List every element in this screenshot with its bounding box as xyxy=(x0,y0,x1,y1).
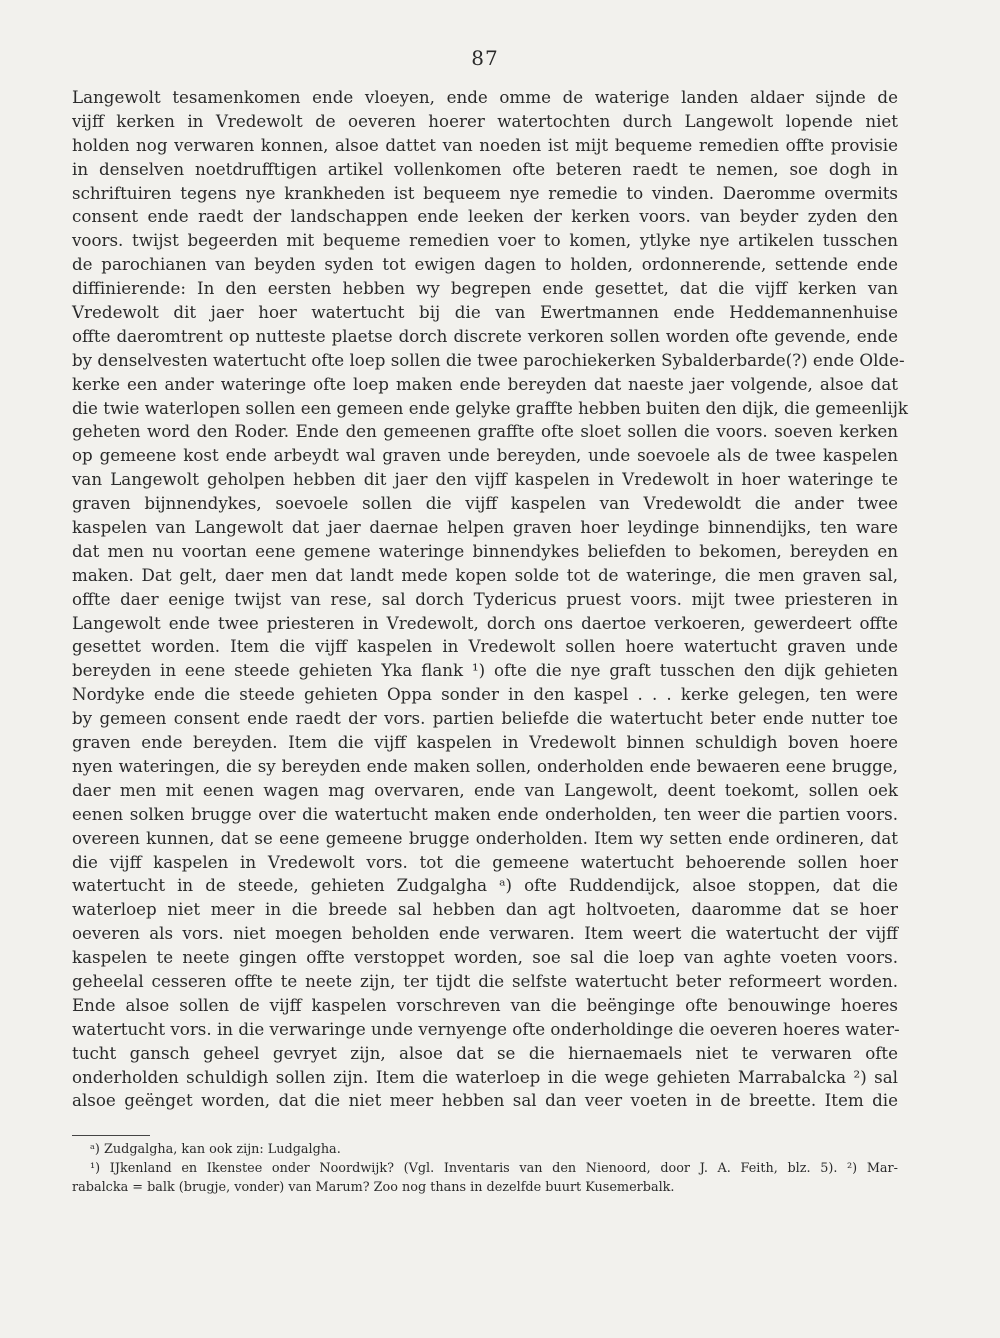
text-line: die twie waterlopen sollen een gemeen ende gelyke graffte hebben buiten den dijk, die gemeenlijk xyxy=(72,397,909,418)
text-line: bereyden in eene steede gehieten Yka flank ¹) ofte die nye graft tusschen den dijk gehieten xyxy=(72,660,898,681)
footnote-1-line-2: rabalcka = balk (brugje, vonder) van Marum? Zoo nog thans in dezelfde buurt Kusemerbalk. xyxy=(72,1180,675,1195)
text-line: watertucht vors. in die verwaringe unde vernyenge ofte onderholdinge die oeveren hoeres water- xyxy=(72,1018,900,1039)
text-line: offte daeromtrent op nutteste plaetse dorch discrete verkoren sollen worden ofte gevende, ende xyxy=(72,325,898,346)
text-line: tucht gansch geheel gevryet zijn, alsoe dat se die hiernaemaels niet te verwaren ofte xyxy=(72,1042,898,1063)
text-line: van Langewolt geholpen hebben dit jaer den vijff kaspelen in Vredewolt in hoer wateringe te xyxy=(72,469,898,490)
text-line: watertucht in de steede, gehieten Zudgalgha ᵃ) ofte Ruddendijck, alsoe stoppen, dat die xyxy=(72,875,898,896)
text-line: de parochianen van beyden syden tot ewigen dagen to holden, ordonnerende, settende ende xyxy=(72,254,898,275)
text-line: op gemeene kost ende arbeydt wal graven unde bereyden, unde soevoele als de twee kaspelen xyxy=(72,445,898,466)
text-line: nyen wateringen, die sy bereyden ende maken sollen, onderholden ende bewaeren eene brugge, xyxy=(72,755,898,776)
text-line: consent ende raedt der landschappen ende leeken der kerken voors. van beyder zyden den xyxy=(72,206,898,227)
text-line: by denselvesten watertucht ofte loep sollen die twee parochiekerken Sybalderbarde(?) ende Olde- xyxy=(72,349,905,370)
text-line: vijff kerken in Vredewolt de oeveren hoerer watertochten durch Langewolt lopende niet xyxy=(72,110,898,131)
text-line: holden nog verwaren konnen, alsoe dattet van noeden ist mijt bequeme remedien offte provisie xyxy=(72,134,898,155)
text-line: eenen solken brugge over die watertucht maken ende onderholden, ten weer die partien voors. xyxy=(72,803,898,824)
footnote-1-line-1: ¹) IJkenland en Ikenstee onder Noordwijk? (Vgl. Inventaris van den Nienoord, door J. A. Feith, blz. 5). ²) Mar- xyxy=(90,1161,898,1176)
text-line: geheten word den Roder. Ende den gemeenen graffte ofte sloet sollen die voors. soeven kerken xyxy=(72,421,898,442)
text-line: maken. Dat gelt, daer men dat landt mede kopen solde tot de wateringe, die men graven sal, xyxy=(72,564,898,585)
text-line: geheelal cesseren offte te neete zijn, ter tijdt die selfste watertucht beter reformeert worden. xyxy=(72,970,898,991)
text-line: waterloep niet meer in die breede sal hebben dan agt holtvoeten, daaromme dat se hoer xyxy=(72,899,898,920)
text-line: Ende alsoe sollen de vijff kaspelen vorschreven van die beënginge ofte benouwinge hoeres xyxy=(72,994,898,1015)
text-line: daer men mit eenen wagen mag overvaren, ende van Langewolt, deent toekomt, sollen oek xyxy=(72,779,898,800)
text-line: graven bijnnendykes, soevoele sollen die vijff kaspelen van Vredewoldt die ander twee xyxy=(72,493,898,514)
text-line: diffinierende: In den eersten hebben wy begrepen ende gesettet, dat die vijff kerken van xyxy=(72,278,898,299)
text-line: alsoe geënget worden, dat die niet meer hebben sal dan veer voeten in de breette. Item die xyxy=(72,1090,898,1111)
text-line: kaspelen van Langewolt dat jaer daernae helpen graven hoer leydinge binnendijks, ten ware xyxy=(72,517,898,538)
text-line: by gemeen consent ende raedt der vors. partien beliefde die watertucht beter ende nutter toe xyxy=(72,708,898,729)
text-line: Nordyke ende die steede gehieten Oppa sonder in den kaspel . . . kerke gelegen, ten were xyxy=(72,684,898,705)
text-line: Langewolt ende twee priesteren in Vredewolt, dorch ons daertoe verkoeren, gewerdeert offte xyxy=(72,612,898,633)
text-line: graven ende bereyden. Item die vijff kaspelen in Vredewolt binnen schuldigh boven hoere xyxy=(72,732,898,753)
text-line: offte daer eenige twijst van rese, sal dorch Tydericus pruest voors. mijt twee priesteren in xyxy=(72,588,898,609)
text-line: Vredewolt dit jaer hoer watertucht bij die van Ewertmannen ende Heddemannenhuise xyxy=(72,302,898,323)
footnote-a: ᵃ) Zudgalgha, kan ook zijn: Ludgalgha. xyxy=(90,1142,341,1157)
text-line: in denselven noetdrufftigen artikel vollenkomen ofte beteren raedt te nemen, soe dogh in xyxy=(72,158,898,179)
footnote-divider xyxy=(72,1135,150,1136)
text-line: oeveren als vors. niet moegen beholden ende verwaren. Item weert die watertucht der vijff xyxy=(72,923,898,944)
text-line: kaspelen te neete gingen offte verstoppet worden, soe sal die loep van aghte voeten voors. xyxy=(72,947,898,968)
text-line: schriftuiren tegens nye krankheden ist bequeem nye remedie to vinden. Daeromme overmits xyxy=(72,182,898,203)
text-line: onderholden schuldigh sollen zijn. Item die waterloep in die wege gehieten Marrabalcka ²) sal xyxy=(72,1066,898,1087)
text-line: kerke een ander wateringe ofte loep maken ende bereyden dat naeste jaer volgende, alsoe dat xyxy=(72,373,898,394)
text-line: die vijff kaspelen in Vredewolt vors. tot die gemeene watertucht behoerende sollen hoer xyxy=(72,851,898,872)
text-line: gesettet worden. Item die vijff kaspelen in Vredewolt sollen hoere watertucht graven unde xyxy=(72,636,898,657)
text-line: overeen kunnen, dat se eene gemeene brugge onderholden. Item wy setten ende ordineren, dat xyxy=(72,827,898,848)
footnotes xyxy=(72,1140,898,1197)
page-number: 87 xyxy=(471,46,499,70)
text-line: dat men nu voortan eene gemene wateringe binnendykes beliefden to bekomen, bereyden en xyxy=(72,540,898,561)
text-line: voors. twijst begeerden mit bequeme remedien voer to komen, ytlyke nye artikelen tusschen xyxy=(72,230,898,251)
text-line: Langewolt tesamenkomen ende vloeyen, ende omme de waterige landen aldaer sijnde de xyxy=(72,87,898,107)
main-text xyxy=(72,86,909,1113)
